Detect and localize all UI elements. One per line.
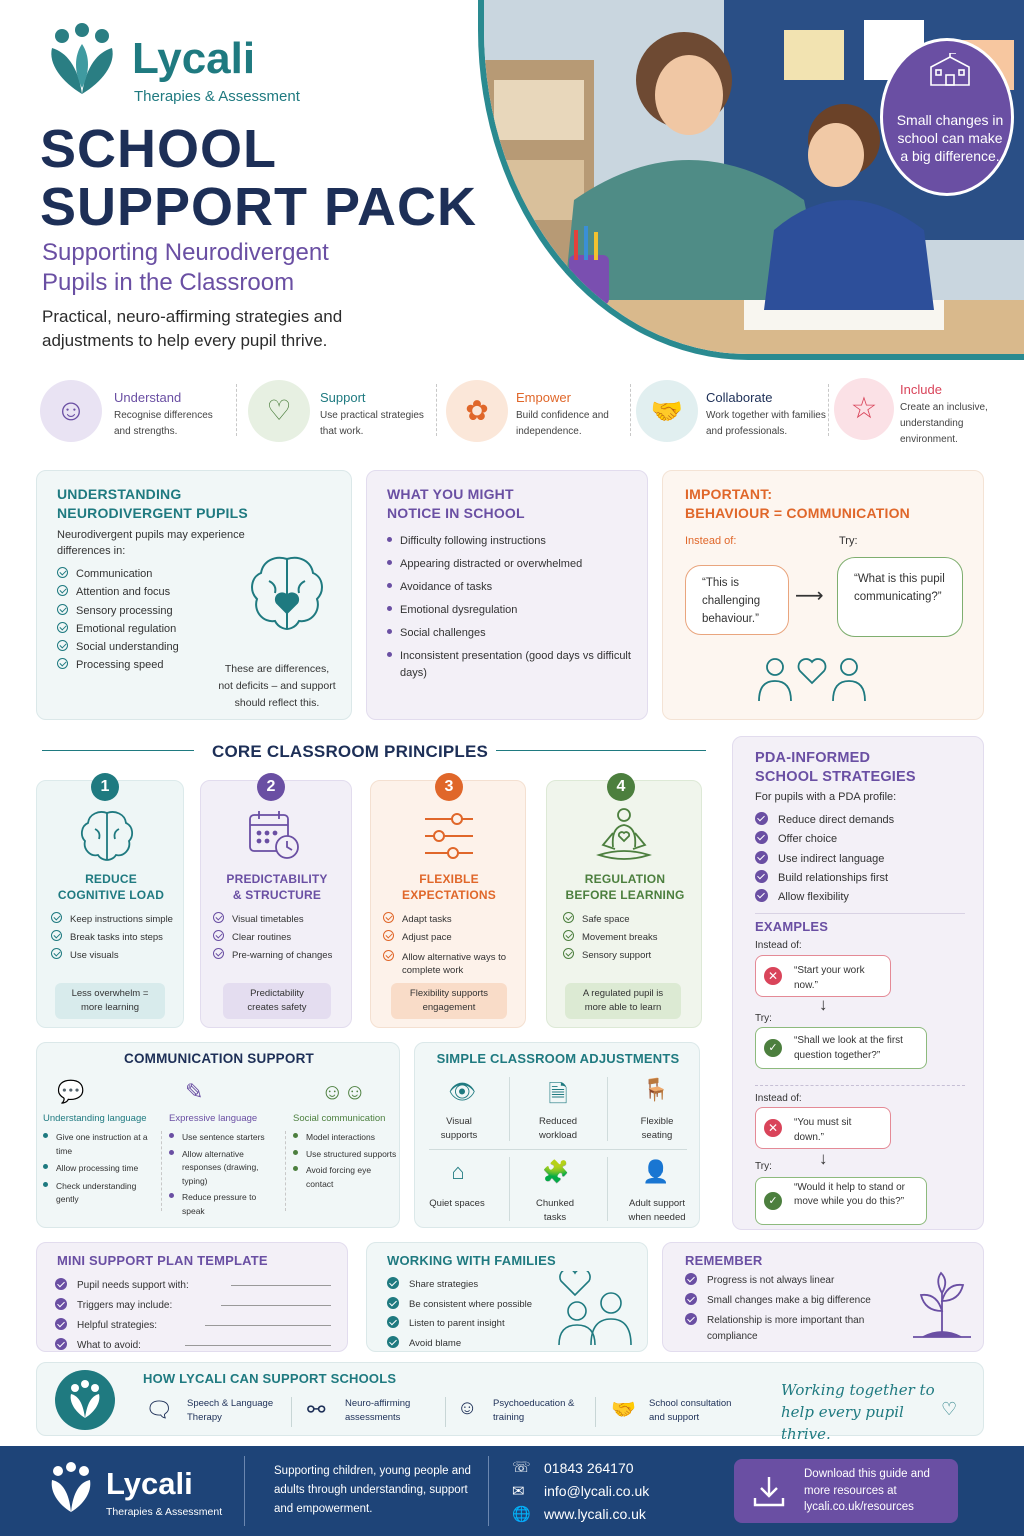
people-heart-icon — [757, 653, 867, 703]
service-link[interactable]: Neuro-affirming assessments — [345, 1398, 411, 1423]
heart-icon: ♡ — [941, 1399, 958, 1419]
pillar-support: ♡ Support Use practical strategies that work. — [248, 380, 438, 446]
calendar-clock-icon — [247, 809, 301, 861]
core-title: CORE CLASSROOM PRINCIPLES — [212, 742, 489, 761]
families-card: WORKING WITH FAMILIES Share strategies Be consistent where possible Listen to parent insight Avoid blame — [366, 1242, 648, 1352]
list-item: Sensory processing — [57, 602, 179, 620]
list-item: Keep instructions simple — [51, 911, 173, 929]
globe-icon: 🌐 — [512, 1506, 531, 1523]
check-icon: ✓ — [764, 1192, 782, 1210]
lycali-logo-icon — [46, 1462, 96, 1516]
handshake-icon: 🤝 — [611, 1399, 636, 1421]
example-good-1: ✓ “Shall we look at the first question together?” — [755, 1027, 927, 1069]
speech-bubbles-icon: 💬 — [57, 1079, 85, 1104]
example-bad-2: ✕ “You must sit down.” — [755, 1107, 891, 1149]
brain-icon: ⚯ — [307, 1397, 326, 1422]
arrow-right-icon: ⟶ — [795, 585, 824, 607]
page-subtitle: Supporting Neurodivergent Pupils in the Classroom — [42, 239, 329, 296]
people-icon: ☺☺ — [321, 1079, 366, 1104]
list-item: Give one instruction at a time — [43, 1131, 155, 1158]
cross-icon: ✕ — [764, 967, 782, 985]
pillar-understand: ☺ Understand Recognise differences and strengths. — [40, 380, 240, 446]
arrow-down-icon: ↓ — [819, 995, 828, 1014]
list-item: Communication — [57, 565, 179, 583]
brain-heart-icon — [245, 551, 329, 635]
family-heart-icon — [557, 1271, 637, 1347]
example-bad-1: ✕ “Start your work now.” — [755, 955, 891, 997]
list-item: Adapt tasks — [383, 911, 523, 929]
list-item: Emotional regulation — [57, 620, 179, 638]
pda-card: PDA-INFORMED SCHOOL STRATEGIES For pupils with a PDA profile: Reduce direct demands Offer choice Use indirect language Build relationships first Allow flexibility EXAMPLES Instead of: ✕ “Start your work now.” ↓ Try: ✓ “Shall we look at the first question together?” Instead of: ✕ “You must sit down.” ↓ Try: ✓ “Would it help to stand or move while you do this?” — [732, 736, 984, 1230]
list-item: Reduce pressure to speak — [169, 1191, 281, 1218]
behaviour-card: IMPORTANT: BEHAVIOUR = COMMUNICATION Instead of: Try: “This is challenging behaviour.” ⟶ “What is this pupil communicating?” — [662, 470, 984, 720]
hands-heart-icon: ♡ — [248, 380, 310, 442]
principle-footer: Flexibility supports engagement — [391, 983, 507, 1019]
people-icon: ☺ — [40, 380, 102, 442]
service-link[interactable]: Psychoeducation & training — [493, 1398, 575, 1423]
chair-icon: 🪑 — [642, 1077, 670, 1102]
brand-tagline: Therapies & Assessment — [134, 88, 300, 105]
plan-field[interactable]: Pupil needs support with: — [55, 1275, 331, 1293]
email-icon: ✉ — [512, 1483, 525, 1500]
plan-field[interactable]: Triggers may include: — [55, 1295, 331, 1313]
list-item: Check understanding gently — [43, 1180, 155, 1207]
list-item: Offer choice — [755, 830, 894, 849]
list-item: Allow flexibility — [755, 888, 894, 907]
list-item: Inconsistent presentation (good days vs difficult days) — [387, 648, 637, 682]
lycali-logo-icon — [42, 22, 122, 102]
list-item: Break tasks into steps — [51, 929, 173, 947]
sprout-icon — [907, 1271, 977, 1341]
list-item: Pre-warning of changes — [213, 947, 332, 965]
cross-icon: ✕ — [764, 1119, 782, 1137]
hero-badge: Small changes in school can make a big difference. — [880, 38, 1014, 196]
principle-footer: Less overwhelm = more learning — [55, 983, 165, 1019]
phone-icon: ☏ — [512, 1459, 531, 1476]
pillar-empower: ✿ Empower Build confidence and independence. — [446, 380, 636, 446]
list-item: Share strategies — [387, 1275, 532, 1295]
list-item: Avoid forcing eye contact — [293, 1164, 397, 1191]
list-item: Social understanding — [57, 638, 179, 656]
list-item: Allow alternative ways to complete work — [383, 950, 523, 977]
lycali-round-icon — [55, 1370, 115, 1430]
list-item: Use sentence starters — [169, 1131, 281, 1145]
principle-card-3: 3 FLEXIBLE EXPECTATIONS Adapt tasks Adjust pace Allow alternative ways to complete work Flexibility supports engagement — [370, 780, 526, 1028]
brand-name: Lycali — [132, 34, 256, 83]
understanding-card: UNDERSTANDING NEURODIVERGENT PUPILS Neurodivergent pupils may experience differences in: Communication Attention and focus Sensory processing Emotional regulation Social understanding Processing speed These are differences, not deficits – and support should reflect this. — [36, 470, 352, 720]
plant-hand-icon: ✿ — [446, 380, 508, 442]
person-icon: 👤 — [642, 1159, 670, 1184]
list-item: Small changes make a big difference — [685, 1293, 895, 1309]
services-strip: HOW LYCALI CAN SUPPORT SCHOOLS 🗨 Speech & Language Therapy ⚯ Neuro-affirming assessments ☺ Psychoeducation & training 🤝 School consultation and support Working together to help every pupil thrive. ♡ — [36, 1362, 984, 1436]
list-item: Adjust pace — [383, 929, 523, 947]
eye-icon: 👁 — [448, 1079, 476, 1104]
pillar-collaborate: 🤝 Collaborate Work together with families and professionals. — [636, 380, 836, 446]
list-item: Avoidance of tasks — [387, 579, 637, 596]
list-item: Emotional dysregulation — [387, 602, 637, 619]
list-item: Use structured supports — [293, 1148, 397, 1162]
support-plan-card: MINI SUPPORT PLAN TEMPLATE Pupil needs support with: Triggers may include: Helpful strategies: What to avoid: — [36, 1242, 348, 1352]
intro-text: Practical, neuro-affirming strategies and adjustments to help every pupil thrive. — [42, 307, 343, 350]
list-item: Use visuals — [51, 947, 173, 965]
house-icon: ⌂ — [451, 1159, 465, 1184]
list-item: Social challenges — [387, 625, 637, 642]
principle-footer: A regulated pupil is more able to learn — [565, 983, 681, 1019]
sliders-icon — [423, 811, 475, 861]
list-item: Appearing distracted or overwhelmed — [387, 556, 637, 573]
footer-web[interactable]: www.lycali.co.uk — [544, 1506, 646, 1522]
list-item: Allow processing time — [43, 1162, 155, 1176]
puzzle-icon: 🧩 — [542, 1159, 570, 1184]
service-link[interactable]: School consultation and support — [649, 1398, 732, 1423]
try-speech-bubble: “What is this pupil communicating?” — [837, 557, 963, 637]
star-icon: ☆ — [834, 378, 894, 440]
arrow-down-icon: ↓ — [819, 1149, 828, 1168]
pencil-icon: ✎ — [185, 1079, 204, 1104]
list-item: Movement breaks — [563, 929, 658, 947]
list-item: Attention and focus — [57, 583, 179, 601]
list-item: Difficulty following instructions — [387, 533, 637, 550]
list-item: Safe space — [563, 911, 658, 929]
principle-card-2: 2 PREDICTABILITY & STRUCTURE Visual timetables Clear routines Pre-warning of changes Predictability creates safety — [200, 780, 352, 1028]
list-item: Processing speed — [57, 656, 179, 674]
brain-icon — [79, 809, 135, 861]
list-item: Visual timetables — [213, 911, 332, 929]
logo — [42, 22, 332, 112]
download-icon — [752, 1474, 786, 1508]
list-item: Reduce direct demands — [755, 811, 894, 830]
instead-speech-bubble: “This is challenging behaviour.” — [685, 565, 789, 635]
list-item: Allow alternative responses (drawing, typing) — [169, 1148, 281, 1189]
list-item: Progress is not always linear — [685, 1273, 895, 1289]
list-item: Be consistent where possible — [387, 1295, 532, 1315]
principle-card-4: 4 REGULATION BEFORE LEARNING Safe space Movement breaks Sensory support A regulated pupil is more able to learn — [546, 780, 702, 1028]
communication-card: COMMUNICATION SUPPORT 💬 ✎ ☺☺ Understanding language Expressive language Social communication Give one instruction at a time Allow processing time Check understanding gently Use sentence starters Allow alternative responses (drawing, typing) Reduce pressure to speak Model interactions Use structured supports Avoid forcing eye contact — [36, 1042, 400, 1228]
slogan: Working together to help every pupil thrive. — [781, 1381, 935, 1443]
footer: Lycali Therapies & Assessment Supporting children, young people and adults through understanding, support and empowerment. ☏ 01843 264170 ✉ info@lycali.co.uk 🌐 www.lycali.co.uk Download this guide and more resources at lycali.co.uk/resources — [0, 1446, 1024, 1536]
footer-email[interactable]: info@lycali.co.uk — [544, 1483, 650, 1499]
list-item: Use indirect language — [755, 850, 894, 869]
list-item: Avoid blame — [387, 1334, 532, 1354]
service-link[interactable]: Speech & Language Therapy — [187, 1398, 274, 1423]
principle-card-1: 1 REDUCE COGNITIVE LOAD Keep instructions simple Break tasks into steps Use visuals Less overwhelm = more learning — [36, 780, 184, 1028]
adjustments-card: SIMPLE CLASSROOM ADJUSTMENTS 👁 Visual supports 🗎 Reduced workload 🪑 Flexible seating ⌂ Quiet spaces 🧩 Chunked tasks 👤 Adult support when needed — [414, 1042, 700, 1228]
list-item: Model interactions — [293, 1131, 397, 1145]
plan-field[interactable]: What to avoid: — [55, 1335, 331, 1353]
plan-field[interactable]: Helpful strategies: — [55, 1315, 331, 1333]
document-icon: 🗎 — [548, 1081, 568, 1108]
list-item: Relationship is more important than compliance — [685, 1313, 895, 1345]
check-icon: ✓ — [764, 1039, 782, 1057]
download-button[interactable]: Download this guide and more resources at lycali.co.uk/resources — [734, 1459, 958, 1523]
speech-icon: 🗨 — [145, 1397, 173, 1422]
footer-phone[interactable]: 01843 264170 — [544, 1460, 634, 1476]
list-item: Listen to parent insight — [387, 1314, 532, 1334]
list-item: Sensory support — [563, 947, 658, 965]
example-good-2: ✓ “Would it help to stand or move while you do this?” — [755, 1177, 927, 1225]
group-icon: ☺ — [457, 1397, 478, 1419]
school-icon — [927, 53, 973, 87]
meditation-icon — [595, 807, 653, 863]
remember-card: REMEMBER Progress is not always linear Small changes make a big difference Relationship is more important than compliance — [662, 1242, 984, 1352]
pillars-row — [36, 376, 996, 448]
handshake-icon: 🤝 — [636, 380, 698, 442]
list-item: Build relationships first — [755, 869, 894, 888]
footer-mission: Supporting children, young people and adults through understanding, support and empowerment. — [274, 1465, 471, 1515]
notice-card: WHAT YOU MIGHT NOTICE IN SCHOOL Difficulty following instructions Appearing distracted or overwhelmed Avoidance of tasks Emotional dysregulation Social challenges Inconsistent presentation (good days vs difficult days) — [366, 470, 648, 720]
pillar-include: ☆ Include Create an inclusive, understanding environment. — [834, 376, 1000, 448]
page-title: SCHOOL SUPPORT PACK — [40, 119, 478, 237]
principle-footer: Predictability creates safety — [223, 983, 331, 1019]
list-item: Clear routines — [213, 929, 332, 947]
